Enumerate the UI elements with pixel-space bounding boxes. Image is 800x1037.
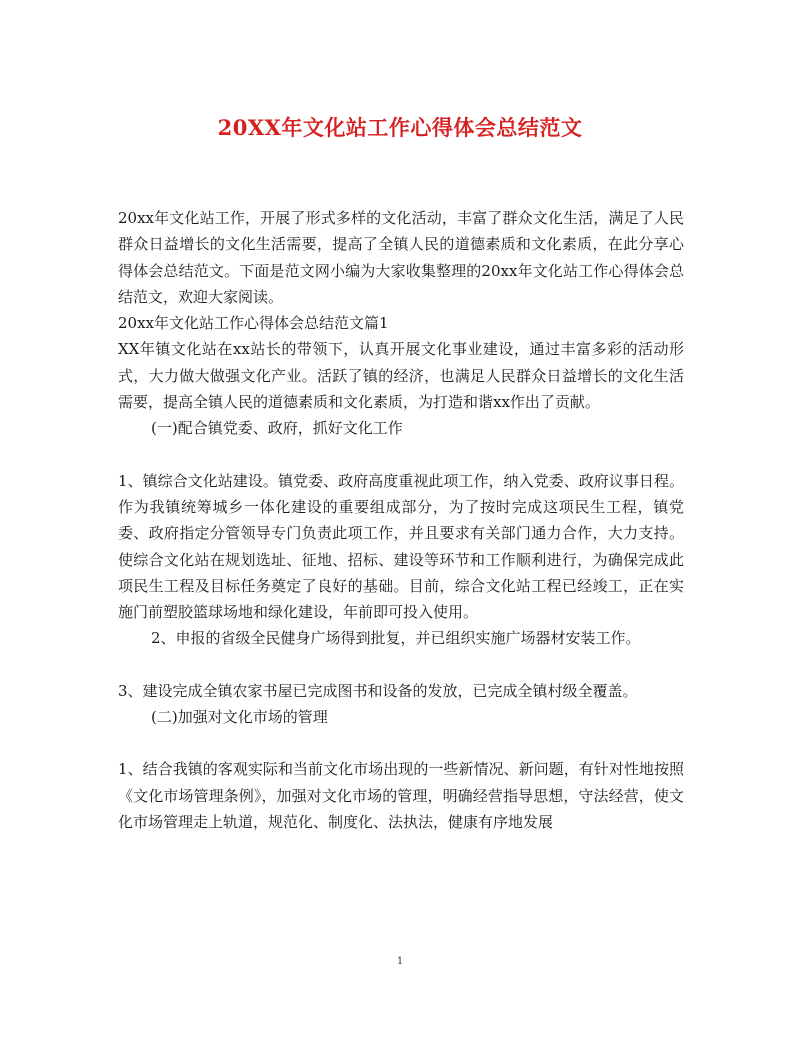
body-paragraph: 2、申报的省级全民健身广场得到批复，并已组织实施广场器材安装工作。 — [151, 629, 641, 648]
document-title: 20XX年文化站工作心得体会总结范文 — [217, 115, 583, 140]
subheading: (二)加强对文化市场的管理 — [151, 708, 328, 727]
section-heading: 20xx年文化站工作心得体会总结范文篇1 — [118, 314, 389, 333]
page-number: 1 — [396, 956, 404, 967]
subheading: (一)配合镇党委、政府，抓好文化工作 — [151, 419, 403, 438]
intro-paragraph: 20xx年文化站工作，开展了形式多样的文化活动，丰富了群众文化生活，满足了人民群众日益增长的文化生活需要，提高了全镇人民的道德素质和文化素质，在此分享心得体会总结范文。下面是范文网小编为大家收集整理的20xx年文化站工作心得体会总结范文，欢迎大家阅读。 — [118, 209, 684, 306]
body-paragraph: XX年镇文化站在xx站长的带领下，认真开展文化事业建设，通过丰富多彩的活动形式，大力做大做强文化产业。活跃了镇的经济，也满足人民群众日益增长的文化生活需要，提高全镇人民的道德素质和文化素质，为打造和谐xx作出了贡献。 — [118, 340, 684, 412]
body-paragraph: 1、镇综合文化站建设。镇党委、政府高度重视此项工作，纳入党委、政府议事日程。作为我镇统筹城乡一体化建设的重要组成部分，为了按时完成这项民生工程，镇党委、政府指定分管领导专门负责此项工作，并且要求有关部门通力合作，大力支持。使综合文化站在规划选址、征地、招标、建设等环节和工作顺利进行，为确保完成此项民生工程及目标任务奠定了良好的基础。目前，综合文化站工程已经竣工，正在实施门前塑胶篮球场地和绿化建设，年前即可投入使用。 — [118, 471, 684, 622]
body-paragraph: 3、建设完成全镇农家书屋已完成图书和设备的发放，已完成全镇村级全覆盖。 — [118, 681, 638, 700]
document-body — [118, 205, 684, 835]
body-paragraph: 1、结合我镇的客观实际和当前文化市场出现的一些新情况、新问题，有针对性地按照《文化市场管理条例》，加强对文化市场的管理，明确经营指导思想，守法经营，使文化市场管理走上轨道，规范化、制度化、法执法，健康有序地发展 — [118, 760, 684, 831]
